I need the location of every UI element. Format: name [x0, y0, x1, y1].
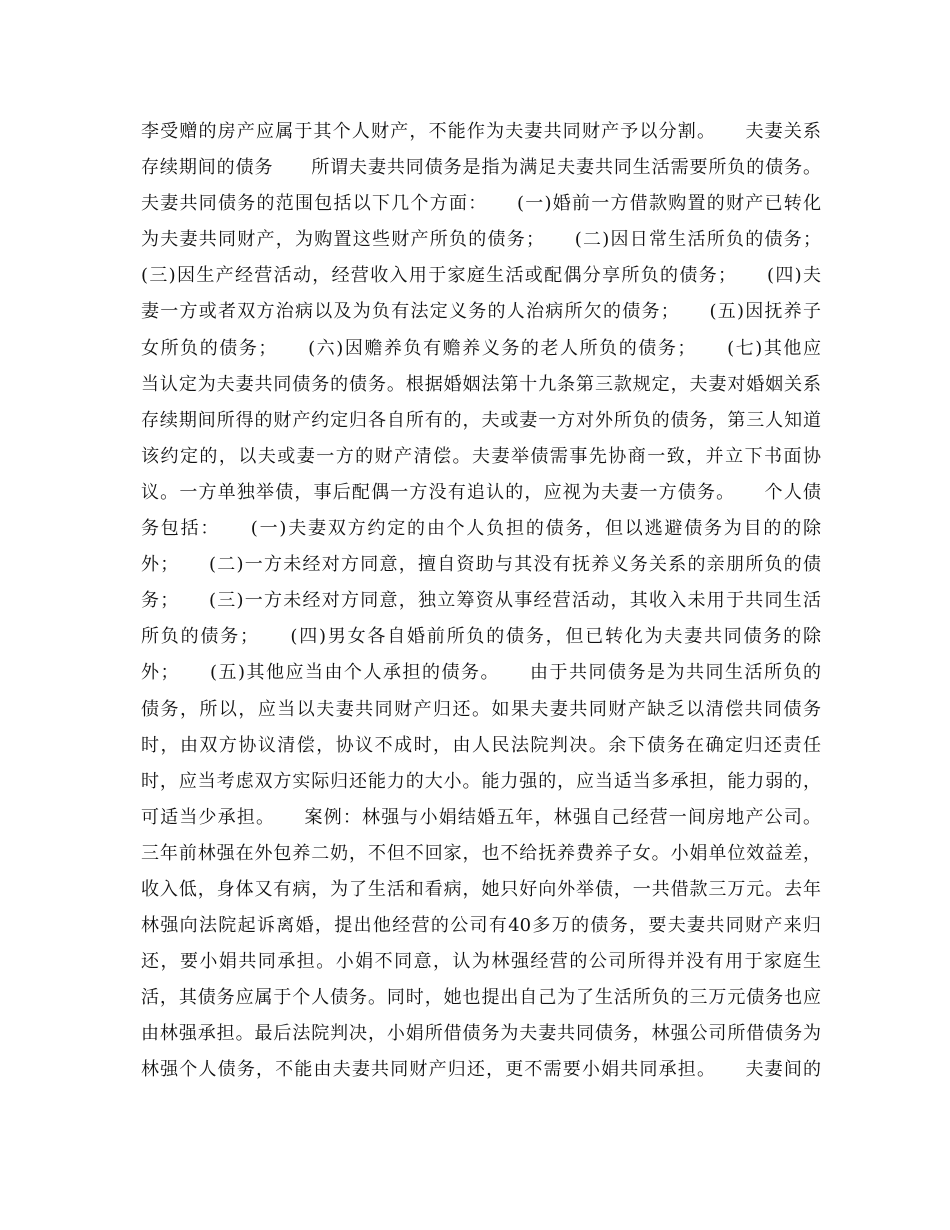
text-line: 夫妻共同债务的范围包括以下几个方面： (一)婚前一方借款购置的财产已转化 — [141, 193, 821, 215]
text-line: 时，由双方协议清偿，协议不成时，由人民法院判决。余下债务在确定归还责任 — [141, 734, 821, 756]
text-line: 林强向法院起诉离婚，提出他经营的公司有40多万的债务，要夫妻共同财产来归 — [141, 915, 821, 937]
text-line: 可适当少承担。 案例：林强与小娟结婚五年，林强自己经营一间房地产公司。 — [141, 806, 821, 828]
text-line: 女所负的债务； (六)因赡养负有赡养义务的老人所负的债务； (七)其他应 — [141, 337, 821, 359]
text-line: (三)因生产经营活动，经营收入用于家庭生活或配偶分享所负的债务； (四)夫 — [141, 265, 821, 287]
text-line: 所负的债务； (四)男女各自婚前所负的债务，但已转化为夫妻共同债务的除 — [141, 626, 821, 648]
text-line: 存续期间所得的财产约定归各自所有的，夫或妻一方对外所负的债务，第三人知道 — [141, 409, 821, 431]
text-line: 李受赠的房产应属于其个人财产，不能作为夫妻共同财产予以分割。 夫妻关系 — [141, 121, 821, 142]
body-text — [141, 114, 821, 1089]
text-line: 还，要小娟共同承担。小娟不同意，认为林强经营的公司所得并没有用于家庭生 — [141, 951, 821, 973]
text-line: 议。一方单独举债，事后配偶一方没有追认的，应视为夫妻一方债务。 个人债 — [141, 481, 821, 503]
text-line: 三年前林强在外包养二奶，不但不回家，也不给抚养费养子女。小娟单位效益差， — [141, 842, 821, 864]
text-line: 务； (三)一方未经对方同意，独立筹资从事经营活动，其收入未用于共同生活 — [141, 590, 821, 612]
text-line: 收入低，身体又有病，为了生活和看病，她只好向外举债，一共借款三万元。去年 — [141, 878, 821, 900]
text-line: 由林强承担。最后法院判决，小娟所借债务为夫妻共同债务，林强公司所借债务为 — [141, 1023, 821, 1045]
text-line: 为夫妻共同财产，为购置这些财产所负的债务； (二)因日常生活所负的债务； — [141, 229, 821, 251]
text-line: 当认定为夫妻共同债务的债务。根据婚姻法第十九条第三款规定，夫妻对婚姻关系 — [141, 373, 821, 395]
text-line: 活，其债务应属于个人债务。同时，她也提出自己为了生活所负的三万元债务也应 — [141, 987, 821, 1009]
text-line: 外； (二)一方未经对方同意，擅自资助与其没有抚养义务关系的亲朋所负的债 — [141, 554, 821, 576]
text-line: 时，应当考虑双方实际归还能力的大小。能力强的，应当适当多承担，能力弱的， — [141, 770, 821, 792]
text-line: 务包括： (一)夫妻双方约定的由个人负担的债务，但以逃避债务为目的的除 — [141, 518, 821, 540]
text-line: 林强个人债务，不能由夫妻共同财产归还，更不需要小娟共同承担。 夫妻间的 — [141, 1059, 821, 1081]
text-line: 妻一方或者双方治病以及为负有法定义务的人治病所欠的债务； (五)因抚养子 — [141, 301, 821, 323]
text-line: 债务，所以，应当以夫妻共同财产归还。如果夫妻共同财产缺乏以清偿共同债务 — [141, 698, 821, 720]
text-line: 该约定的，以夫或妻一方的财产清偿。夫妻举债需事先协商一致，并立下书面协 — [141, 445, 821, 467]
text-line: 存续期间的债务 所谓夫妻共同债务是指为满足夫妻共同生活需要所负的债务。 — [141, 157, 821, 179]
text-line: 外； (五)其他应当由个人承担的债务。 由于共同债务是为共同生活所负的 — [141, 662, 821, 684]
